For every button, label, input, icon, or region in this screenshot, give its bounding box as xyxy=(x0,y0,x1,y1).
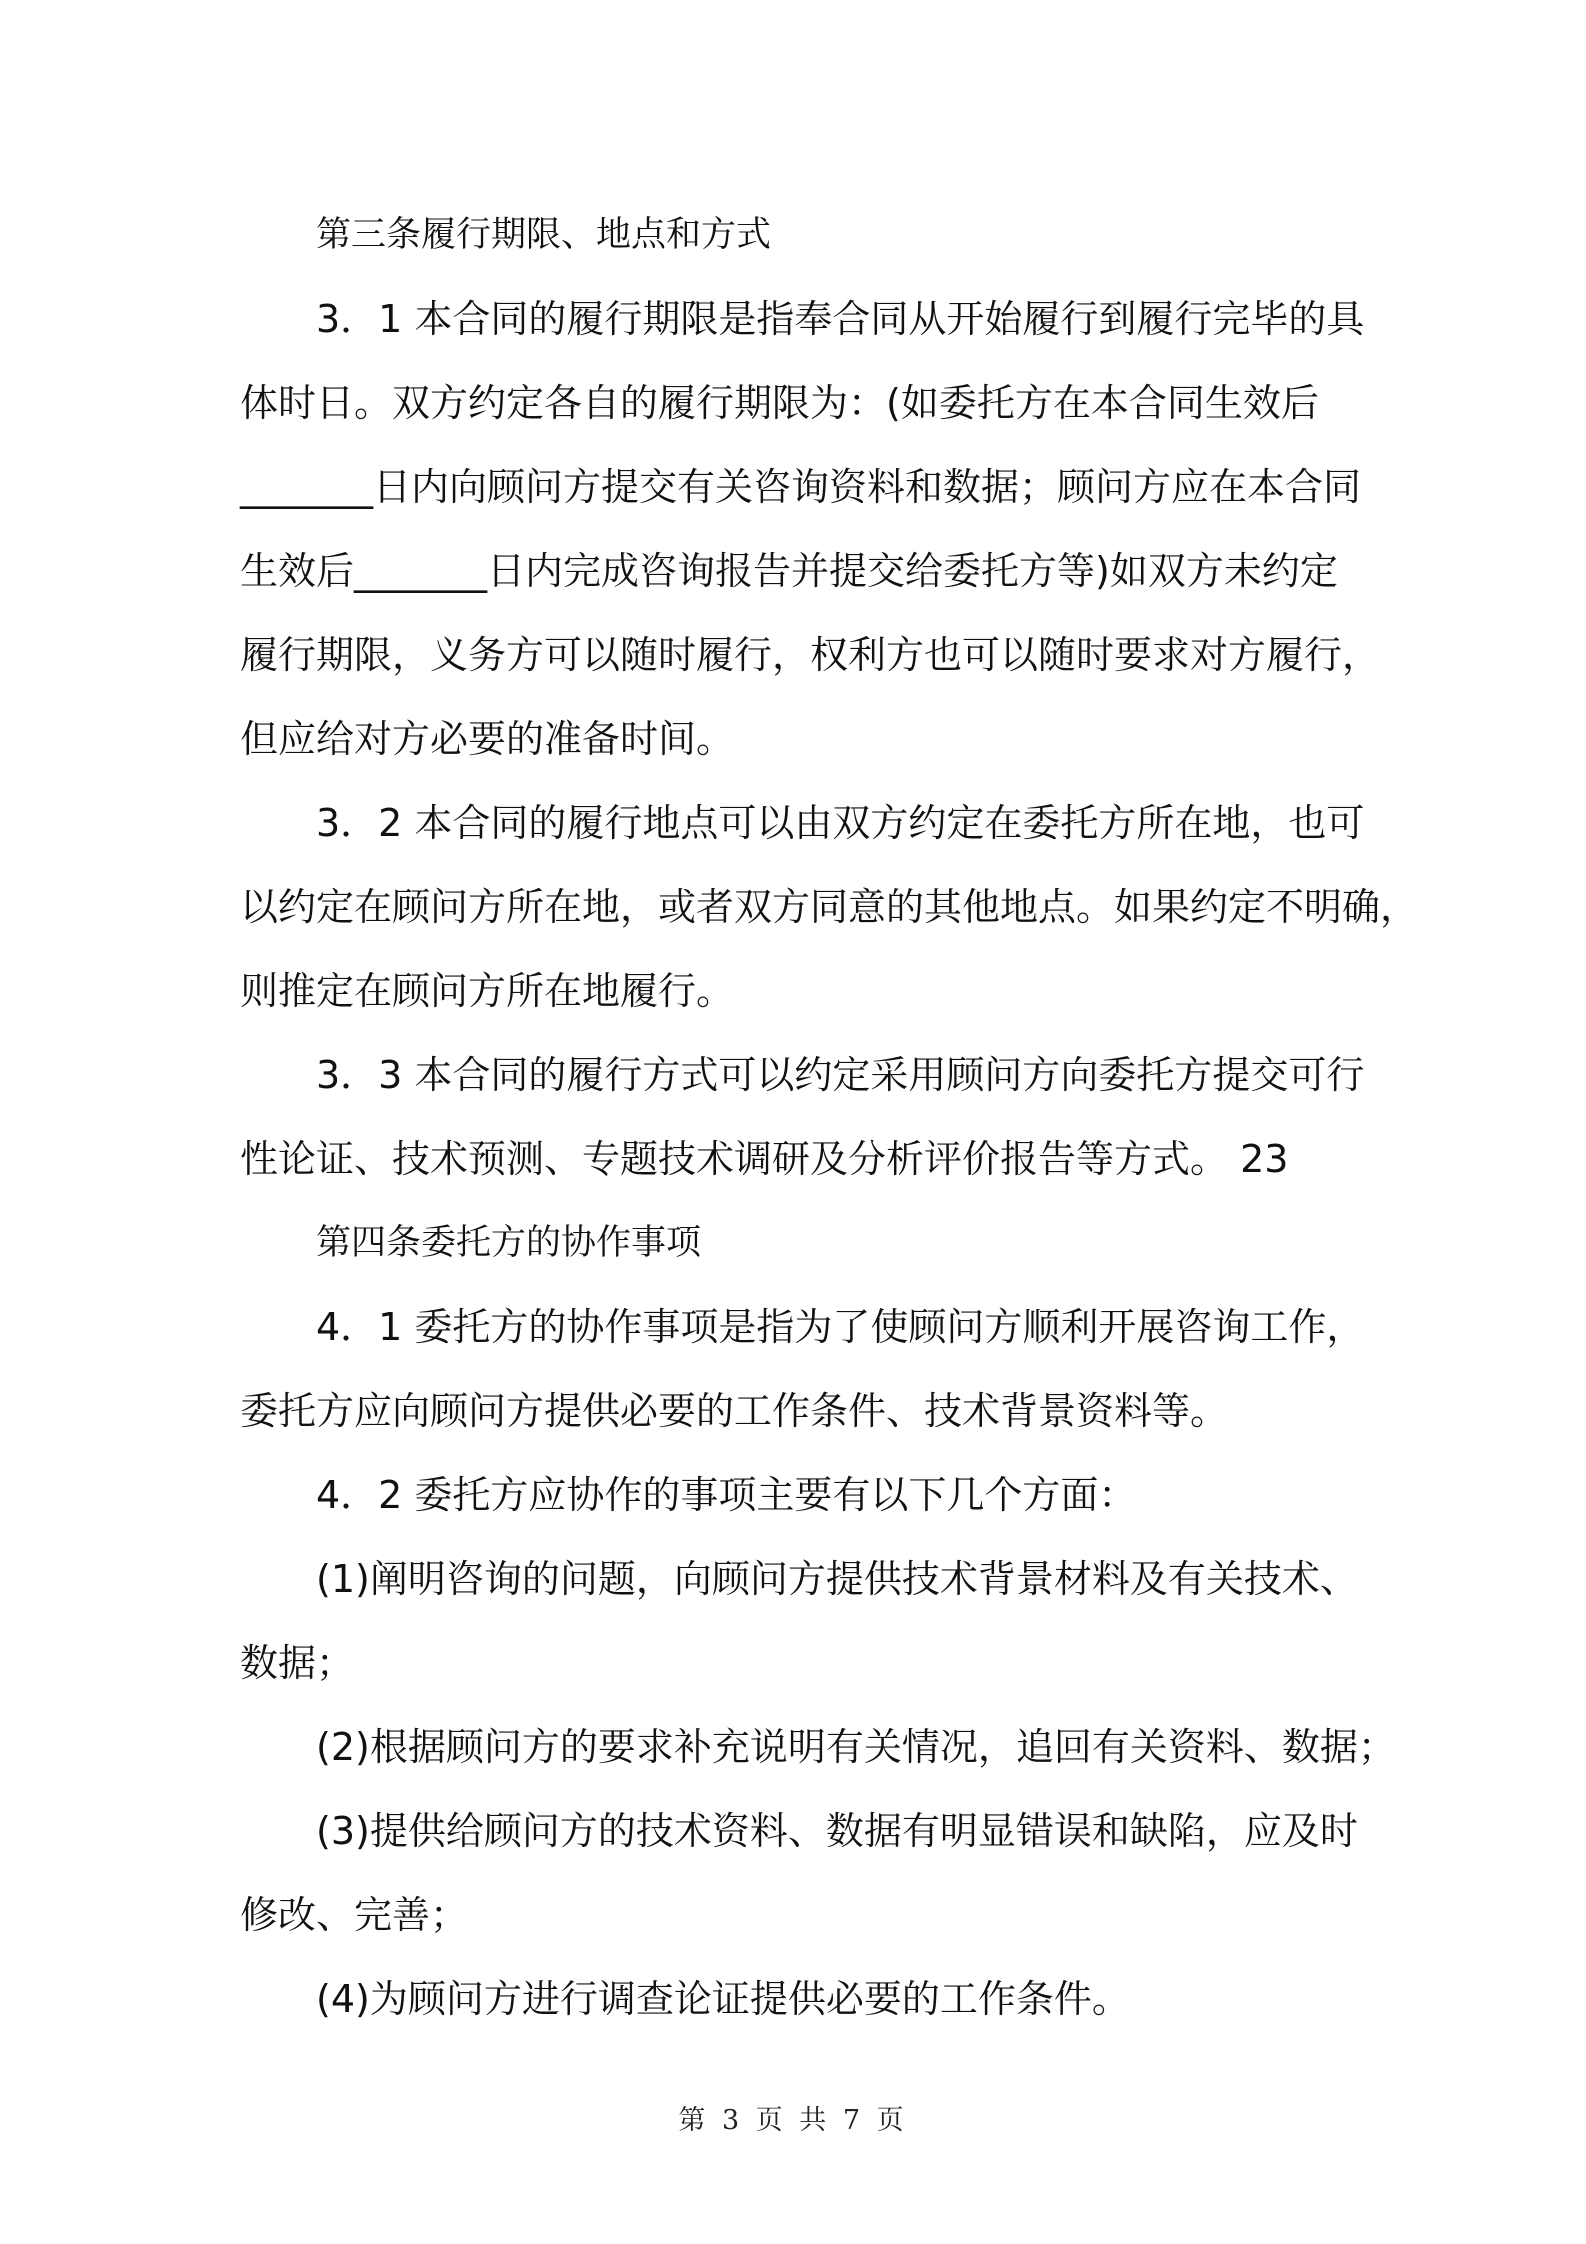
text-line: 数据； xyxy=(240,1641,355,1685)
text-line: (3)提供给顾问方的技术资料、数据有明显错误和缺陷，应及时 xyxy=(316,1809,1358,1853)
text-line: 则推定在顾问方所在地履行。 xyxy=(240,969,735,1013)
text-line: 3．2 本合同的履行地点可以由双方约定在委托方所在地，也可 xyxy=(316,801,1365,845)
text-line: 体时日。双方约定各自的履行期限为：(如委托方在本合同生效后 xyxy=(240,381,1319,425)
text-line: 第四条委托方的协作事项 xyxy=(316,1223,702,1263)
text-line: 以约定在顾问方所在地，或者双方同意的其他地点。如果约定不明确， xyxy=(240,885,1419,929)
text-line: (1)阐明咨询的问题，向顾问方提供技术背景材料及有关技术、 xyxy=(316,1557,1358,1601)
document-body xyxy=(240,193,1419,2041)
text-line: 第三条履行期限、地点和方式 xyxy=(316,215,772,255)
text-line: 生效后_______日内完成咨询报告并提交给委托方等)如双方未约定 xyxy=(240,549,1338,593)
text-line: (2)根据顾问方的要求补充说明有关情况，追回有关资料、数据； xyxy=(316,1725,1396,1769)
text-line: 性论证、技术预测、专题技术调研及分析评价报告等方式。 23 xyxy=(240,1137,1289,1181)
text-line: _______日内向顾问方提交有关咨询资料和数据；顾问方应在本合同 xyxy=(240,465,1362,509)
text-line: 3．3 本合同的履行方式可以约定采用顾问方向委托方提交可行 xyxy=(316,1053,1365,1097)
text-line: 但应给对方必要的准备时间。 xyxy=(240,717,735,761)
text-line: 4．1 委托方的协作事项是指为了使顾问方顺利开展咨询工作， xyxy=(316,1305,1365,1349)
page-number-footer: 第 3 页 共 7 页 xyxy=(678,2105,908,2136)
text-line: 履行期限，义务方可以随时履行，权利方也可以随时要求对方履行， xyxy=(240,633,1381,677)
text-line: 修改、完善； xyxy=(240,1893,469,1937)
text-line: (4)为顾问方进行调查论证提供必要的工作条件。 xyxy=(316,1977,1130,2021)
text-line: 4．2 委托方应协作的事项主要有以下几个方面： xyxy=(316,1473,1137,1517)
text-line: 3．1 本合同的履行期限是指奉合同从开始履行到履行完毕的具 xyxy=(316,297,1365,341)
text-line: 委托方应向顾问方提供必要的工作条件、技术背景资料等。 xyxy=(240,1389,1229,1433)
